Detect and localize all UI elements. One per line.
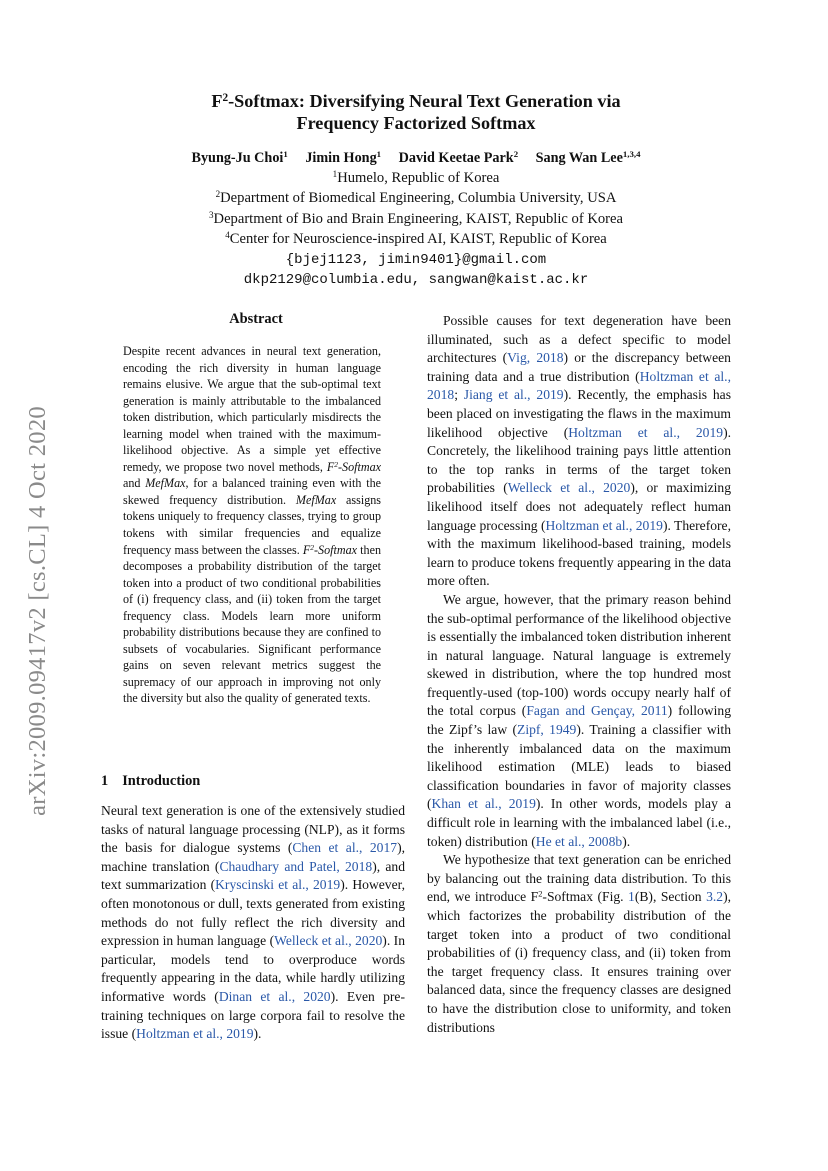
- citation-link[interactable]: Holtzman et al., 2018: [427, 368, 731, 403]
- paper-title: $F^2$-Softmax: Diversifying Neural Text Generation via Frequency Factorized Softmax: [211, 91, 621, 133]
- citation-link[interactable]: Kryscinski et al., 2019: [215, 877, 341, 893]
- section-heading: 1 Introduction: [101, 773, 201, 789]
- author: David Keetae Park$^2$: [398, 149, 519, 166]
- citation-link[interactable]: 3.2: [706, 889, 724, 905]
- affiliation: $^4$Center for Neuroscience-inspired AI, KAIST, Republic of Korea: [225, 230, 607, 248]
- right-column: [427, 312, 731, 1037]
- citation-link[interactable]: Holtzman et al., 2019: [136, 1026, 254, 1042]
- affiliation: $^2$Department of Biomedical Engineering, Columbia University, USA: [215, 189, 617, 207]
- abstract-body: Despite recent advances in neural text generation, encoding the rich diversity in human language remains elusive. We argue that the sub-optimal text generation is mainly attributable to the imbalanced token distribution, which particularly misdirects the learning model when trained with the maximum-likelihood objective. As a simple yet effective remedy, we propose two novel methods, $F^2$-Softmax and MefMax, for a balanced training even with the skewed frequency distribution. MefMax assigns tokens uniquely to frequency classes, trying to group tokens with similar frequencies and equalize frequency mass between the classes. $F^2$-Softmax then decomposes a probability distribution of the target token into a product of two conditional probabilities of (i) frequency class, and (ii) token from the target frequency class. Models learn more uniform probability distributions because they are confined to subsets of vocabularies. Significant performance gains on seven relevant metrics suggest the supremacy of our approach in improving not only the diversity but also the quality of generated texts.: [123, 344, 381, 706]
- citation-link[interactable]: He et al., 2008b: [535, 833, 623, 849]
- email-line: {bjej1123, jimin9401}@gmail.com: [285, 251, 547, 268]
- author: Sang Wan Lee$^{1,3,4}$: [535, 149, 641, 166]
- affiliation: $^1$Humelo, Republic of Korea: [332, 169, 500, 186]
- citation-link[interactable]: Welleck et al., 2020: [274, 933, 383, 949]
- citation-link[interactable]: Fagan and Gençay, 2011: [526, 703, 668, 719]
- email-line: dkp2129@columbia.edu, sangwan@kaist.ac.kr: [243, 272, 589, 289]
- author: Jimin Hong$^1$: [305, 149, 382, 166]
- affiliations: [120, 168, 712, 290]
- citation-link[interactable]: Jiang et al., 2019: [463, 387, 564, 403]
- citation-link[interactable]: Chaudhary and Patel, 2018: [219, 858, 373, 874]
- body-paragraph: We argue, however, that the primary reason behind the sub-optimal performance of the likelihood objective is essentially the imbalanced token distribution inherent in natural language. Natural language is extremely skewed in distribution, where the top hundred most frequently-used (top-100) words occupy nearly half of the total corpus (Fagan and Gençay, 2011) following the Zipf’s law (Zipf, 1949). Training a classifier with the inherently imbalanced data on the maximum likelihood estimation (MLE) leads to biased classification boundaries in favor of majority classes (Khan et al., 2019). In other words, models play a difficult role in learning with the imbalanced label (i.e., token) distribution (He et al., 2008b).: [427, 591, 732, 849]
- citation-link[interactable]: Dinan et al., 2020: [218, 988, 331, 1004]
- intro-paragraph: Neural text generation is one of the extensively studied tasks of natural language processing (NLP), as it forms the basis for dialogue systems (Chen et al., 2017), machine translation (Chaudhary and Patel, 2018), and text summarization (Kryscinski et al., 2019). However, often monotonous or dull, texts generated from existing methods do not fully reflect the rich diversity and expression in human language (Welleck et al., 2020). In particular, models tend to overproduce words frequently appearing in the data, while hardly utilizing informative words (Dinan et al., 2020). Even pre-training techniques on large corpora fail to resolve the issue (Holtzman et al., 2019).: [101, 803, 406, 1042]
- citation-link[interactable]: Holtzman et al., 2019: [568, 424, 724, 440]
- citation-link[interactable]: Chen et al., 2017: [292, 840, 398, 856]
- citation-link[interactable]: Vig, 2018: [507, 350, 564, 366]
- affiliation: $^3$Department of Bio and Brain Engineering, KAIST, Republic of Korea: [209, 209, 623, 227]
- body-paragraph: Possible causes for text degeneration have been illuminated, such as a defect specific to model architectures (Vig, 2018) or the discrepancy between training data and a true distribution (Holtzman et al., 2018; Jiang et al., 2019). Recently, the emphasis has been placed on investigating the flaws in the maximum likelihood objective (Holtzman et al., 2019). Concretely, the likelihood training pays little attention to the top ranks in terms of the target token probabilities (Welleck et al., 2020), or maximizing likelihood itself does not adequately reflect human language processing (Holtzman et al., 2019). Therefore, with the maximum likelihood-based training, models learn to produce tokens frequently appearing in the data more often.: [427, 313, 732, 589]
- body-paragraph: We hypothesize that text generation can be enriched by balancing out the training data distribution. To this end, we introduce $F^2$-Softmax (Fig. 1(B), Section 3.2), which factorizes the probability distribution of the target token into a product of two conditional probabilities of (i) frequency class, and (ii) token from the target frequency class. It ensures training over balanced data, since the frequency classes are designed to have the distribution close to uniformity, and token distributions: [427, 852, 732, 1035]
- author: Byung-Ju Choi$^1$: [191, 149, 288, 166]
- arxiv-identifier: arXiv:2009.09417v2 [cs.CL] 4 Oct 2020: [24, 406, 52, 816]
- citation-link[interactable]: Khan et al., 2019: [431, 796, 536, 812]
- citation-link[interactable]: Welleck et al., 2020: [507, 480, 631, 496]
- citation-link[interactable]: 1: [628, 889, 635, 905]
- author-list: [120, 148, 712, 168]
- citation-link[interactable]: Holtzman et al., 2019: [545, 517, 663, 533]
- citation-link[interactable]: Zipf, 1949: [517, 722, 577, 738]
- abstract-heading: Abstract: [229, 311, 283, 327]
